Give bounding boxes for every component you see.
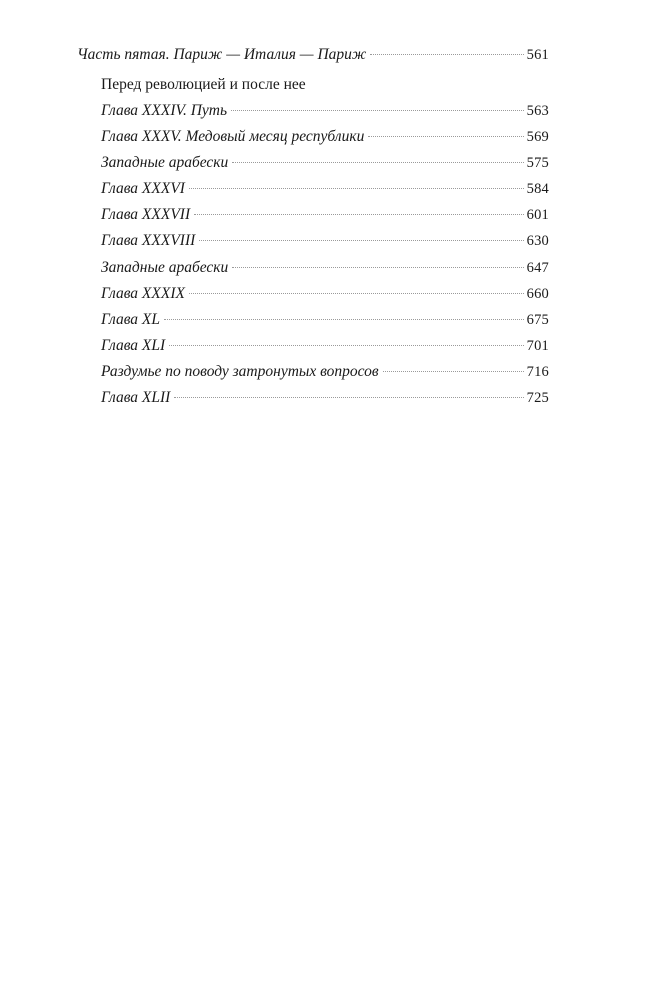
toc-entry-title: Глава XL: [101, 311, 161, 328]
toc-entry-row[interactable]: [101, 360, 549, 384]
dot-leader: [370, 54, 523, 55]
section-heading: Перед революцией и после нее: [101, 76, 306, 93]
toc-entry-row[interactable]: [101, 151, 549, 175]
dot-leader: [194, 214, 524, 215]
toc-entry-row[interactable]: [101, 256, 549, 280]
dot-leader: [164, 319, 524, 320]
toc-entry-title: Глава XXXVII: [101, 206, 191, 223]
toc-entry-row[interactable]: [101, 334, 549, 358]
toc-entry-title: Глава XXXIX: [101, 285, 185, 302]
toc-entry-title: Глава XXXV. Медовый месяц республики: [101, 128, 365, 145]
toc-part-page: 561: [526, 47, 549, 63]
toc-entry-row[interactable]: [101, 203, 549, 227]
toc-entry-row[interactable]: [101, 99, 549, 123]
toc-entry-row[interactable]: [101, 308, 549, 332]
toc-entry-page: 716: [526, 364, 549, 380]
toc-entry-title: Глава XLII: [101, 389, 171, 406]
toc-entry-title: Глава XXXVIII: [101, 232, 196, 249]
toc-entry-row[interactable]: [101, 282, 549, 306]
toc-entry-page: 725: [526, 390, 549, 406]
toc-entry-page: 563: [526, 103, 549, 119]
toc-entry-title: Западные арабески: [101, 259, 229, 276]
toc-entry-page: 660: [526, 286, 549, 302]
toc-entry-page: 647: [526, 260, 549, 276]
toc-entry-title: Глава XXXIV. Путь: [101, 102, 228, 119]
toc-entry-page: 601: [526, 207, 549, 223]
toc-entry-page: 630: [526, 233, 549, 249]
toc-entry-row[interactable]: [101, 125, 549, 149]
dot-leader: [231, 110, 524, 111]
toc-part-row[interactable]: [77, 43, 549, 67]
toc-part-title: Часть пятая. Париж — Италия — Париж: [77, 46, 367, 63]
toc-entry-page: 569: [526, 129, 549, 145]
dot-leader: [368, 136, 523, 137]
dot-leader: [199, 240, 523, 241]
toc-entry-title: Западные арабески: [101, 154, 229, 171]
dot-leader: [189, 188, 524, 189]
dot-leader: [189, 293, 524, 294]
toc-entry-row[interactable]: [101, 386, 549, 410]
toc-entry-title: Глава XXXVI: [101, 180, 185, 197]
dot-leader: [232, 267, 523, 268]
dot-leader: [174, 397, 523, 398]
dot-leader: [169, 345, 523, 346]
dot-leader: [232, 162, 523, 163]
toc-entry-row[interactable]: [101, 229, 549, 253]
toc-entry-row[interactable]: [101, 177, 549, 201]
toc-entry-page: 701: [526, 338, 549, 354]
dot-leader: [383, 371, 524, 372]
toc-entry-title: Раздумье по поводу затронутых вопросов: [101, 363, 379, 380]
toc-entry-page: 584: [526, 181, 549, 197]
toc-entry-page: 675: [526, 312, 549, 328]
toc-entry-page: 575: [526, 155, 549, 171]
toc-entry-title: Глава XLI: [101, 337, 166, 354]
